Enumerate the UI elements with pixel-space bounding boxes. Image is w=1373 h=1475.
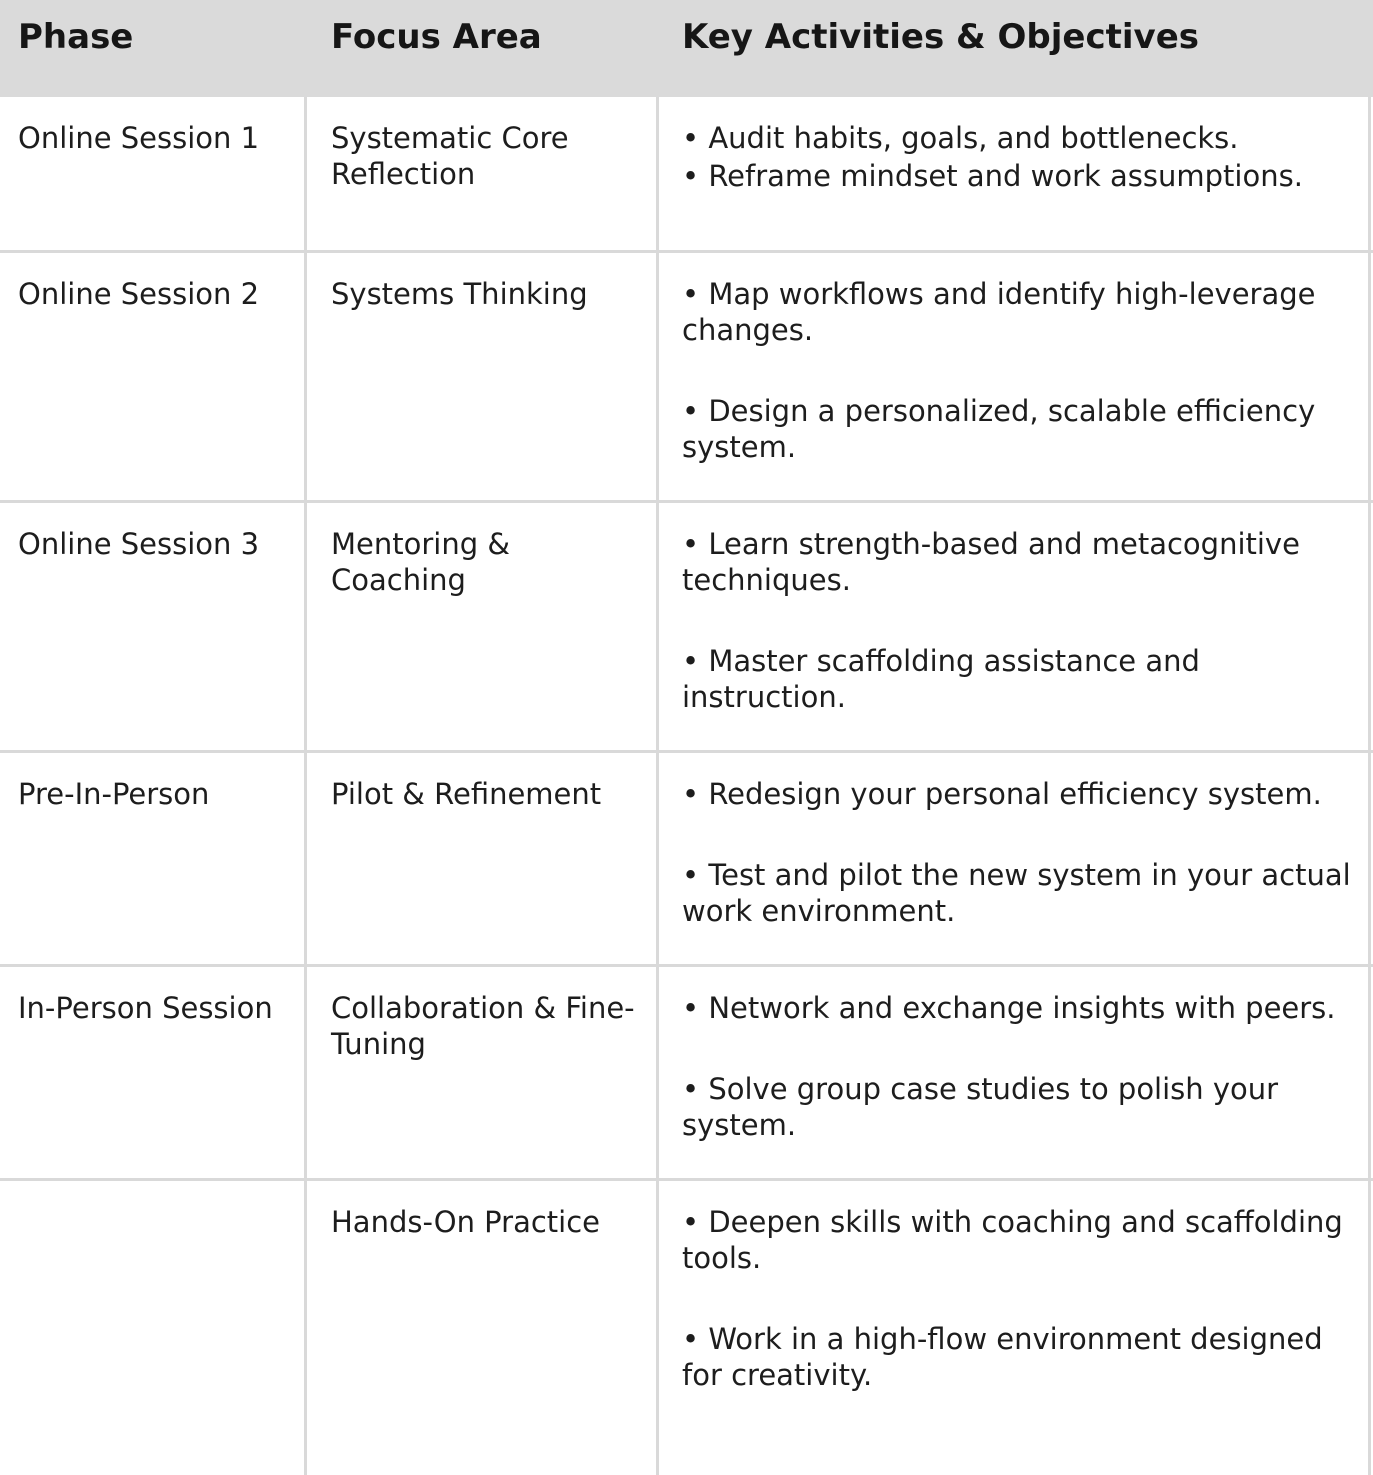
header-focus-area: Focus Area bbox=[331, 17, 542, 57]
focus-area-cell: Mentoring & Coaching bbox=[331, 527, 510, 597]
activity-item: • Redesign your personal efficiency system. bbox=[682, 777, 1322, 811]
column-divider bbox=[304, 97, 307, 1475]
activity-item: • Solve group case studies to polish your system. bbox=[682, 1072, 1279, 1142]
phase-cell: Online Session 2 bbox=[18, 277, 260, 311]
activity-item: • Map workflows and identify high-leverage changes. bbox=[682, 277, 1316, 347]
focus-area-cell: Collaboration & Fine-Tuning bbox=[331, 991, 635, 1061]
focus-area-cell: Systems Thinking bbox=[331, 277, 588, 311]
activity-item: • Learn strength-based and metacognitive techniques. bbox=[682, 527, 1300, 597]
activity-item: • Master scaffolding assistance and instruction. bbox=[682, 644, 1200, 714]
activity-item: • Test and pilot the new system in your actual work environment. bbox=[682, 858, 1351, 928]
phase-cell: Pre-In-Person bbox=[18, 777, 210, 811]
row-divider bbox=[0, 964, 1373, 967]
table-header bbox=[0, 0, 1373, 97]
activity-item: • Network and exchange insights with peers. bbox=[682, 991, 1336, 1025]
row-divider bbox=[0, 500, 1373, 503]
activities-cell bbox=[682, 120, 1362, 194]
header-key-activities: Key Activities & Objectives bbox=[682, 17, 1200, 57]
row-divider bbox=[0, 250, 1373, 253]
activities-cell bbox=[682, 990, 1362, 1143]
column-divider bbox=[656, 97, 659, 1475]
activities-cell bbox=[682, 276, 1362, 465]
phase-cell: Online Session 3 bbox=[18, 527, 260, 561]
activity-item: • Reframe mindset and work assumptions. bbox=[682, 159, 1303, 193]
activity-item: • Design a personalized, scalable efficiency system. bbox=[682, 394, 1316, 464]
phase-cell: In-Person Session bbox=[18, 991, 273, 1025]
focus-area-cell: Hands-On Practice bbox=[331, 1205, 601, 1239]
phase-cell: Online Session 1 bbox=[18, 121, 260, 155]
activity-item: • Deepen skills with coaching and scaffolding tools. bbox=[682, 1205, 1343, 1275]
activities-cell bbox=[682, 1204, 1362, 1393]
row-divider bbox=[0, 1178, 1373, 1181]
focus-area-cell: Systematic Core Reflection bbox=[331, 121, 569, 191]
activities-cell bbox=[682, 776, 1362, 929]
row-divider bbox=[0, 750, 1373, 753]
header-phase: Phase bbox=[18, 17, 134, 57]
activities-cell bbox=[682, 526, 1362, 715]
activity-item: • Audit habits, goals, and bottlenecks. bbox=[682, 121, 1239, 155]
focus-area-cell: Pilot & Refinement bbox=[331, 777, 602, 811]
activity-item: • Work in a high-flow environment designed for creativity. bbox=[682, 1322, 1323, 1392]
